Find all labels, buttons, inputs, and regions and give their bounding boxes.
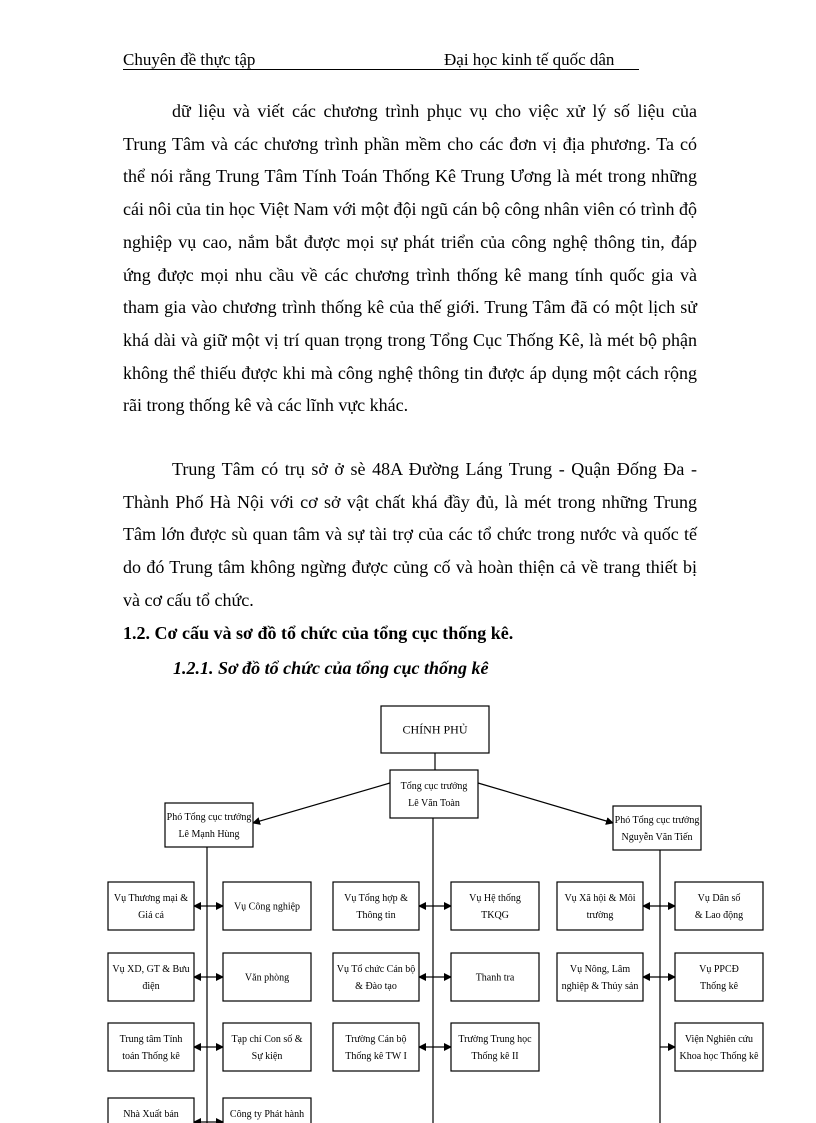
box-col1-0-text-0: Vụ Thương mại & — [113, 893, 189, 904]
arrow-director-deputy-right — [478, 783, 613, 823]
box-col1-3 — [108, 1098, 194, 1123]
box-government-text-0: CHÍNH PHỦ — [402, 722, 468, 737]
box-col6-1-text-1: Thống kê — [699, 981, 739, 992]
box-col4-1 — [451, 953, 539, 1001]
box-col3-0-text-1: Thông tin — [356, 910, 396, 921]
box-col6-2 — [675, 1023, 763, 1071]
box-col5-1-text-1: nghiệp & Thủy sản — [561, 981, 639, 992]
header-left: Chuyên đề thực tập — [123, 50, 256, 69]
box-col6-1 — [675, 953, 763, 1001]
box-col1-1-frame — [108, 953, 194, 1001]
box-col3-2-text-0: Trường Cán bộ — [345, 1034, 407, 1045]
box-col2-0-text-0: Vụ Công nghiệp — [233, 901, 301, 913]
box-col3-1-text-1: & Đào tạo — [355, 981, 397, 992]
box-col5-0 — [557, 882, 643, 930]
box-col2-1 — [223, 953, 311, 1001]
box-col1-3-text-0: Nhà Xuất bản — [123, 1109, 179, 1120]
box-col3-1-text-0: Vụ Tổ chức Cán bộ — [336, 964, 416, 975]
box-col2-2 — [223, 1023, 311, 1071]
box-deputy-right — [613, 806, 701, 850]
box-col6-0-text-1: & Lao động — [694, 910, 744, 921]
box-col1-1-text-1: điện — [142, 981, 160, 992]
box-col2-2-text-0: Tạp chí Con số & — [231, 1034, 303, 1045]
box-col4-0-text-1: TKQG — [481, 910, 509, 921]
box-col1-2-text-0: Trung tâm Tính — [119, 1034, 183, 1045]
box-col4-0-frame — [451, 882, 539, 930]
box-col4-1-text-0: Thanh tra — [475, 972, 515, 984]
box-col3-2 — [333, 1023, 419, 1071]
box-government — [381, 706, 489, 753]
box-col3-0-text-0: Vụ Tổng hợp & — [344, 893, 408, 904]
box-deputy-right-text-0: Phó Tổng cục trưởng — [614, 815, 700, 826]
box-col2-3-text-0: Công ty Phát hành — [229, 1109, 305, 1120]
box-col5-1-text-0: Vụ Nông, Lâm — [569, 964, 631, 975]
box-director — [390, 770, 478, 818]
box-col6-2-text-1: Khoa học Thống kê — [679, 1051, 759, 1062]
box-col1-2-text-1: toán Thống kê — [122, 1051, 180, 1062]
paragraph-2: Trung Tâm có trụ sở ở sè 48A Đường Láng Trung - Quận Đống Đa - Thành Phố Hà Nội với cơ sở vật chất khá đầy đủ, là mét trong những Trung Tâm lớn được sù quan tâm và sự tài trợ của các tổ chức trong nước và quốc tế do đó Trung tâm không ngừng được củng cố và hoàn thiện cả về trang thiết bị và cơ cấu tổ chức. — [123, 459, 697, 610]
box-col2-3 — [223, 1098, 311, 1123]
box-col1-1 — [108, 953, 194, 1001]
box-director-text-0: Tổng cục trưởng — [400, 781, 468, 792]
box-col6-0-frame — [675, 882, 763, 930]
box-director-frame — [390, 770, 478, 818]
box-col2-1-text-0: Văn phòng — [244, 972, 290, 984]
box-col1-0-frame — [108, 882, 194, 930]
box-col4-2-frame — [451, 1023, 539, 1071]
box-col3-2-text-1: Thống kê TW I — [345, 1051, 407, 1062]
box-col5-0-text-1: trường — [586, 910, 614, 921]
box-col1-2-frame — [108, 1023, 194, 1071]
box-col1-1-text-0: Vụ XD, GT & Bưu — [112, 964, 190, 975]
box-col6-1-frame — [675, 953, 763, 1001]
header-right: Đại học kinh tế quốc dân — [444, 50, 615, 69]
box-deputy-left — [165, 803, 253, 847]
box-deputy-left-text-0: Phó Tổng cục trưởng — [166, 812, 252, 823]
box-col1-0 — [108, 882, 194, 930]
box-col5-0-frame — [557, 882, 643, 930]
box-col3-2-frame — [333, 1023, 419, 1071]
box-col5-1-frame — [557, 953, 643, 1001]
box-col4-0-text-0: Vụ Hệ thống — [469, 893, 521, 904]
box-col5-0-text-0: Vụ Xã hội & Môi — [564, 893, 636, 904]
box-director-text-1: Lê Văn Toàn — [408, 798, 460, 809]
box-col3-0-frame — [333, 882, 419, 930]
box-col5-1 — [557, 953, 643, 1001]
box-col4-0 — [451, 882, 539, 930]
box-col4-2-text-1: Thống kê II — [471, 1051, 519, 1062]
box-col3-1 — [333, 953, 419, 1001]
box-col2-2-frame — [223, 1023, 311, 1071]
box-col6-0 — [675, 882, 763, 930]
arrow-director-deputy-left — [253, 783, 390, 823]
box-col3-0 — [333, 882, 419, 930]
box-col6-2-text-0: Viện Nghiên cứu — [684, 1034, 754, 1045]
box-col6-2-frame — [675, 1023, 763, 1071]
box-col6-1-text-0: Vụ PPCĐ — [699, 964, 739, 975]
box-col1-0-text-1: Giá cả — [138, 910, 164, 921]
section-heading: 1.2. Cơ cấu và sơ đồ tổ chức của tổng cục thống kê. — [123, 623, 514, 643]
subsection-heading: 1.2.1. Sơ đồ tổ chức của tổng cục thống kê — [173, 658, 489, 678]
box-deputy-right-frame — [613, 806, 701, 850]
box-col3-1-frame — [333, 953, 419, 1001]
box-col4-2 — [451, 1023, 539, 1071]
box-col6-0-text-0: Vụ Dân số — [697, 893, 741, 904]
box-deputy-right-text-1: Nguyễn Văn Tiến — [621, 832, 693, 843]
box-deputy-left-frame — [165, 803, 253, 847]
paragraph-1: dữ liệu và viết các chương trình phục vụ cho việc xử lý số liệu của Trung Tâm và các chương trình phần mềm cho các đơn vị địa phương. Ta có thể nói rằng Trung Tâm Tính Toán Thống Kê Trung Ương là mét trong những cái nôi của tin học Việt Nam với một đội ngũ cán bộ công nhân viên có trình độ nghiệp vụ cao, nắm bắt được mọi sự phát triển của công nghệ thông tin, đáp ứng được mọi nhu cầu về các chương trình thống kê mang tính quốc gia và tham gia vào chương trình thống kê của thế giới. Trung Tâm đã có một lịch sử khá dài và giữ một vị trí quan trọng trong Tổng Cục Thống Kê, là mét bộ phận không thể thiếu được khi mà công nghệ thông tin được áp dụng một cách rộng rãi trong thống kê và các lĩnh vực khác. — [123, 101, 697, 416]
box-deputy-left-text-1: Lê Mạnh Hùng — [178, 829, 240, 840]
box-col1-2 — [108, 1023, 194, 1071]
box-col2-2-text-1: Sự kiện — [251, 1051, 283, 1062]
box-col4-2-text-0: Trường Trung học — [458, 1034, 532, 1045]
box-col2-0 — [223, 882, 311, 930]
